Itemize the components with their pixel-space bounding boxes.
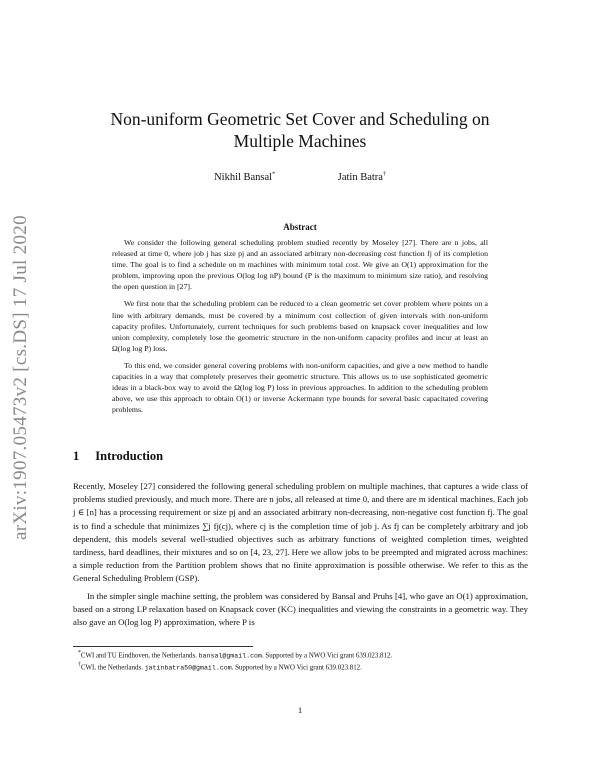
footnote-2: †CWI, the Netherlands. jatinbatra50@gmail.com. Supported by a NWO Vici grant 639.023.812.: [78, 662, 362, 672]
abstract-paragraph: We first note that the scheduling problem can be reduced to a clean geometric set cover problem where points on a line with arbitrary demands, must be covered by a minimum cost collection of given intervals with non-uniform capacity profiles. Unfortunately, current techniques for such problems based on knapsack cover inequalities and low union complexity, completely lose the geometric structure in the non-uniform capacity profiles and incur at least an Ω(log log P) loss.: [112, 299, 488, 353]
footnotes: [78, 649, 528, 673]
body-paragraph: In the simpler single machine setting, the problem was considered by Bansal and Pruhs [4], who gave an O(1) approximation, based on a strong LP relaxation based on Knapsack cover (KC) inequalities and viewing the constraints in a geometric way. They also gave an O(log log P) approximation, where P is: [73, 590, 528, 628]
abstract-paragraph: We consider the following general scheduling problem studied recently by Moseley [27]. There are n jobs, all released at time 0, where job j has size pj and an associated arbitrary non-decreasing cost function fj of its completion time. The goal is to find a schedule on m machines with minimum total cost. We give an O(1) approximation for the problem, improving upon the previous O(log log nP) bound (P is the maximum to minimum size ratio), and resolving the open question in [27].: [112, 238, 488, 292]
footnote-1: *CWI and TU Eindhoven, the Netherlands. bansal@gmail.com. Supported by a NWO Vici grant 639.023.812.: [78, 650, 393, 660]
abstract-body: [112, 237, 488, 421]
author-1: Nikhil Bansal*: [214, 171, 276, 183]
author-list: [0, 171, 600, 183]
footnote-rule: [73, 646, 253, 647]
paper-title: Non-uniform Geometric Set Cover and Scheduling on Multiple Machines: [110, 109, 490, 151]
body-paragraph: Recently, Moseley [27] considered the following general scheduling problem on multiple machines, that captures a wide class of problems studied previously, and much more. There are n jobs, all released at time 0, and there are m identical machines. Each job j ∈ [n] has a processing requirement or size pj and an associated arbitrary non-decreasing, non-negative cost function fj. The goal is to find a schedule that minimizes ∑j fj(cj), where cj is the completion time of job j. As fj can be completely arbitrary and job dependent, this models several well-studied objectives such as arbitrary functions of weighted completion times, weighted tardiness, hard deadlines, their mixtures and so on [4, 23, 27]. Here we allow jobs to be preempted and migrated across machines: a simple reduction from the Partition problem shows that no finite approximation is possible otherwise. We refer to this as the General Scheduling Problem (GSP).: [73, 481, 528, 584]
body-text: [73, 480, 528, 633]
section-number: 1: [73, 449, 80, 463]
section-title: Introduction: [95, 449, 164, 463]
arxiv-stamp: arXiv:1907.05473v2 [cs.DS] 17 Jul 2020: [10, 215, 31, 540]
email-link[interactable]: jatinbatra50@gmail.com: [144, 664, 232, 672]
author-2: Jatin Batra†: [337, 171, 386, 183]
abstract-heading: Abstract: [283, 222, 317, 232]
section-heading: [73, 449, 163, 464]
abstract-paragraph: To this end, we consider general covering problems with non-uniform capacities, and give a new method to handle capacities in a way that completely preserves their geometric structure. This allows us to use sophisticated geometric ideas in a black-box way to avoid the Ω(log log P) loss in previous approaches. In addition to the scheduling problem above, we use this approach to obtain O(1) or inverse Ackermann type bounds for several basic capacitated covering problems.: [112, 360, 488, 415]
email-link[interactable]: bansal@gmail.com: [198, 652, 262, 660]
page-number: 1: [297, 705, 303, 715]
